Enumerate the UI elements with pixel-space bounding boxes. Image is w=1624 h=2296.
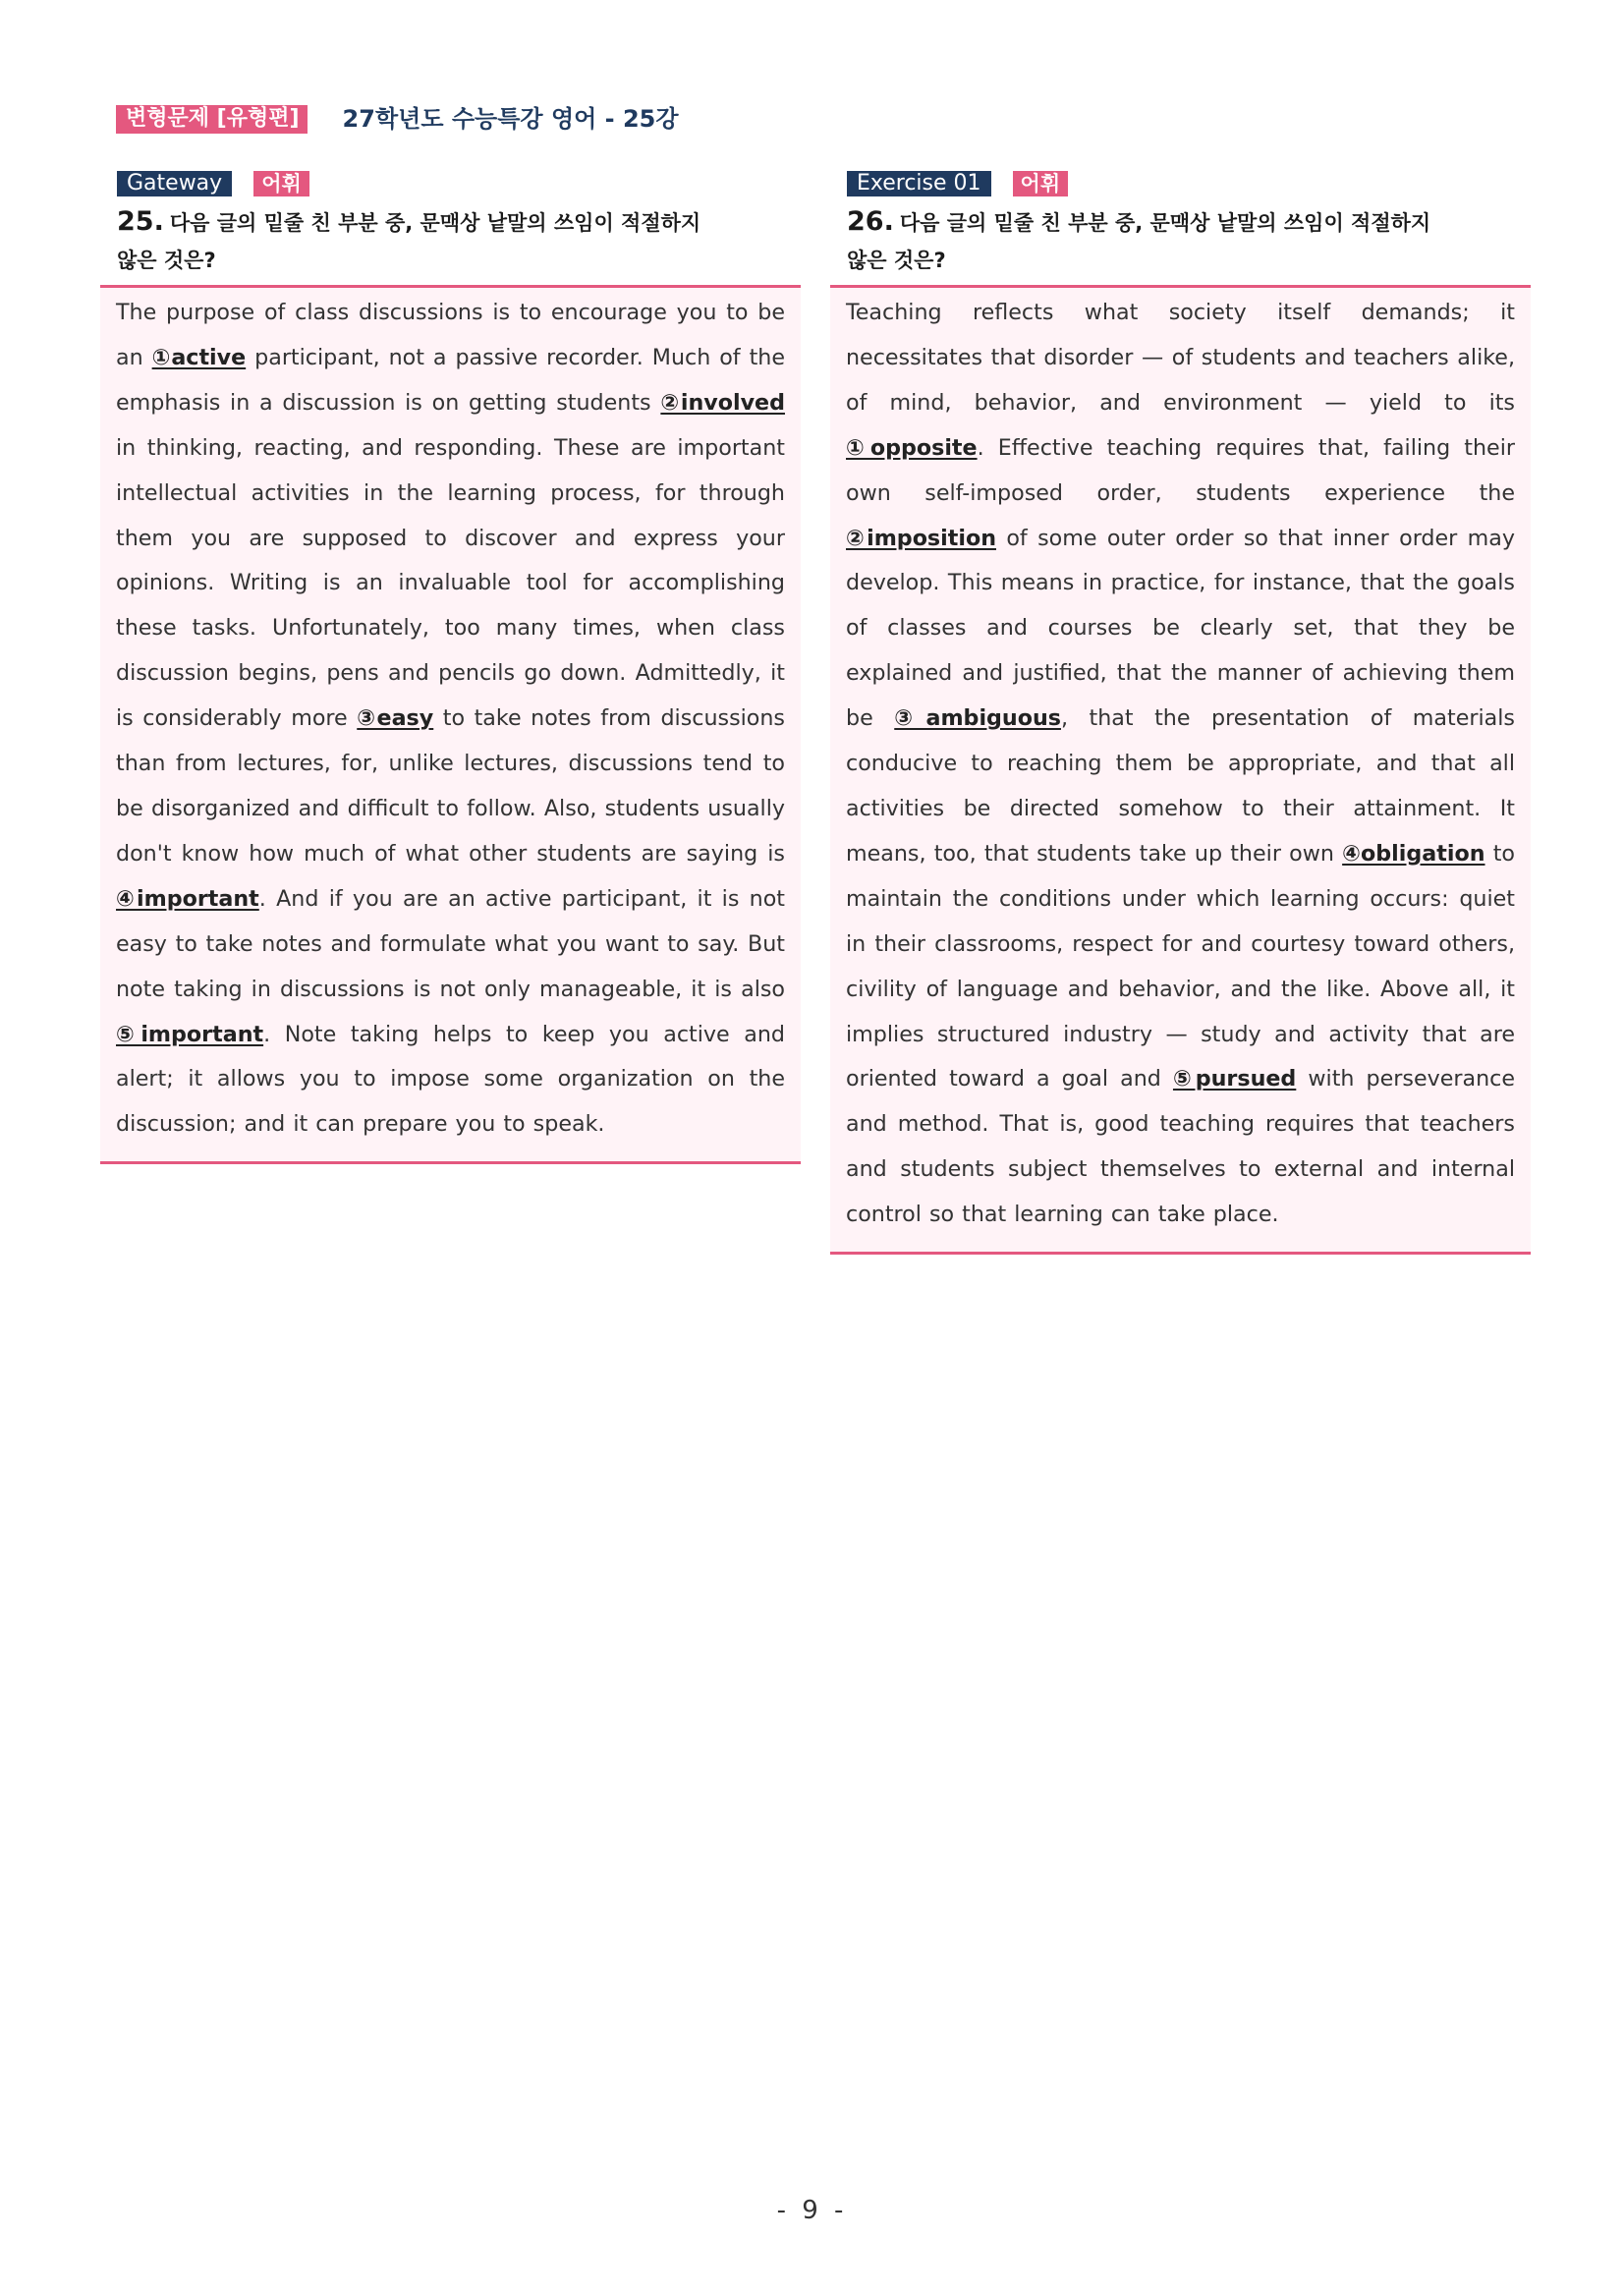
question-prompt-line2: 않은 것은?: [847, 249, 946, 272]
question-number: 26.: [847, 206, 894, 237]
passage-box: [100, 285, 801, 1164]
passage-text: Teaching reflects what society itself demands; it necessitates that disorder — of students and teachers alike, of mind, behavior, and environment — yield to its ①opposite. Effective teaching requires that, failing their own self-imposed order, students experience the ②imposition of some outer order so that inner order may develop. This means in practice, for instance, that the goals of classes and courses be clearly set, that they be explained and justified, that the manner of achieving them be ③ambiguous, that the presentation of materials conducive to reaching them be appropriate, and that all activities be directed somehow to their attainment. It means, too, that students take up their own ④obligation to maintain the conditions under which learning occurs: quiet in their classrooms, respect for and courtesy toward others, civility of language and behavior, and the like. Above all, it implies structured industry — study and activity that are oriented toward a goal and ⑤pursued with perseverance and method. That is, good teaching requires that teachers and students subject themselves to external and internal control so that learning can take place.: [846, 300, 1515, 1228]
underlined-choice: ②imposition: [846, 525, 996, 551]
question-tags: [847, 171, 1531, 196]
page-header: [116, 104, 679, 134]
underlined-choice: ⑤important: [116, 1021, 264, 1047]
passage-box: [830, 285, 1531, 1255]
question-prompt-line1: 다음 글의 밑줄 친 부분 중, 문맥상 낱말의 쓰임이 적절하지: [899, 211, 1431, 235]
page-number: - 9 -: [776, 2196, 848, 2225]
underlined-choice: ①opposite: [846, 434, 978, 461]
question-prompt: [117, 203, 801, 279]
question-prompt-line1: 다음 글의 밑줄 친 부분 중, 문맥상 낱말의 쓰임이 적절하지: [169, 211, 701, 235]
question-number: 25.: [117, 206, 164, 237]
underlined-choice: ③ambiguous: [894, 705, 1061, 732]
section-badge: 변형문제 [유형편]: [116, 105, 308, 134]
underlined-choice: ①active: [151, 344, 247, 370]
question-prompt-line2: 않은 것은?: [117, 249, 216, 272]
passage-text: The purpose of class discussions is to encourage you to be an ①active participant, not a passive recorder. Much of the emphasis in a discussion is on getting students ②involved in thinking, reacting, and responding. These are important intellectual activities in the learning process, for through them you are supposed to discover and express your opinions. Writing is an invaluable tool for accomplishing these tasks. Unfortunately, too many times, when class discussion begins, pens and pencils go down. Admittedly, it is considerably more ③easy to take notes from discussions than from lectures, for, unlike lectures, discussions tend to be disorganized and difficult to follow. Also, students usually don't know how much of what other students are saying is ④important. And if you are an active participant, it is not easy to take notes and formulate what you want to say. But note taking in discussions is not only manageable, it is also ⑤important. Note taking helps to keep you active and alert; it allows you to impose some organization on the discussion; and it can prepare you to speak.: [116, 300, 786, 1138]
underlined-choice: ④obligation: [1342, 840, 1485, 867]
underlined-choice: ⑤pursued: [1172, 1066, 1297, 1092]
question-block-26: [830, 171, 1531, 1255]
underlined-choice: ④important: [116, 885, 259, 912]
question-block-25: [100, 171, 801, 1164]
question-prompt: [847, 203, 1531, 279]
question-tags: [117, 171, 801, 196]
type-tag: Exercise 01: [847, 171, 991, 196]
category-tag: 어휘: [253, 171, 309, 196]
underlined-choice: ③easy: [357, 705, 434, 732]
page-title: 27학년도 수능특강 영어 - 25강: [342, 105, 679, 133]
type-tag: Gateway: [117, 171, 232, 196]
category-tag: 어휘: [1013, 171, 1069, 196]
underlined-choice: ②involved: [660, 389, 785, 416]
